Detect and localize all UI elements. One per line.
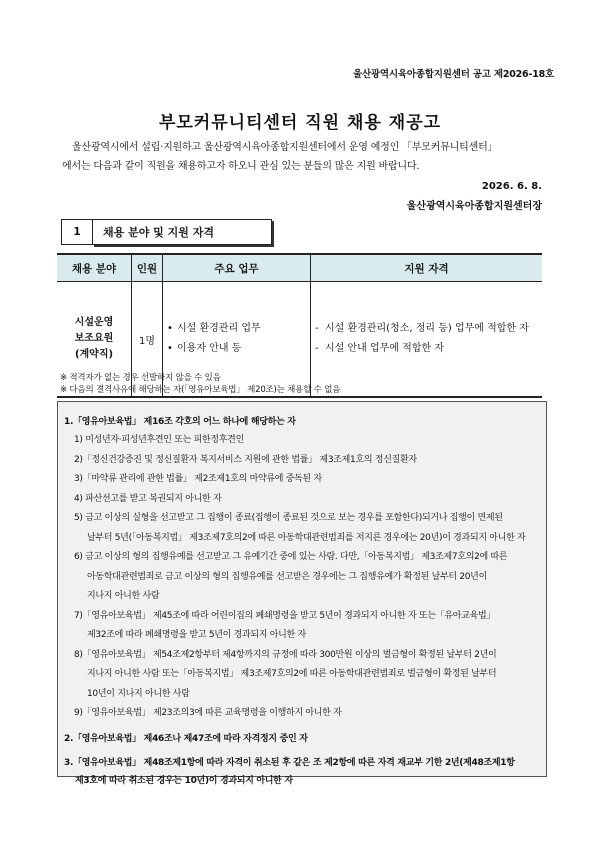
intro-line-1: 울산광역시에서 설립·지원하고 울산광역시육아종합지원센터에서 운영 예정인 「부모커뮤니티센터」 [72,142,498,153]
cell-count: 1명 [132,282,163,398]
intro-line-2: 에서는 다음과 같이 직원을 채용하고자 하오니 관심 있는 분들의 많은 지원 바랍니다. [62,161,420,172]
field-line: (계약직) [74,349,114,360]
disqualification-box [57,401,547,786]
note-line: ※ 다음의 결격사유에 해당하는 자(「영유아보육법」 제20조)는 채용할 수 없음 [60,384,341,395]
list-item [64,607,538,646]
disq-heading-3-line: 3.「영유아보육법」 제48조제1항에 따라 자격이 취소된 후 같은 조 제2항에 따른 자격 재교부 기한 2년(제48조제1항 [64,757,515,768]
notes [60,373,340,396]
list-item: 4) 파산선고를 받고 복권되지 아니한 자 [74,493,222,504]
list-item-line: 지나지 아니한 사람 [87,591,160,601]
page-title: 부모커뮤니티센터 직원 채용 재공고 [158,113,442,133]
list-item-line: 5) 금고 이상의 실형을 선고받고 그 집행이 종료(집행이 종료된 것으로 보는 경우를 포함한다)되거나 집행이 면제된 [74,513,503,523]
dash-icon: - [315,343,319,354]
table-header-row [57,254,542,282]
intro-paragraph [62,138,552,176]
bullet-icon: • [167,343,173,354]
qualification-item: - 시설 환경관리(청소, 정리 등) 업무에 적합한 자 [315,319,541,339]
issuer-name: 울산광역시육아종합지원센터장 [406,201,542,212]
col-header-field: 채용 분야 [57,254,132,282]
section-1-heading [61,219,272,245]
field-line: 시설운영 [74,317,114,328]
disq-heading-3 [64,754,538,790]
section-number: 1 [61,219,92,245]
col-header-count: 인원 [132,254,163,282]
list-item-line: 제32조에 따라 폐쇄명령을 받고 5년이 경과되지 아니한 자 [87,630,306,640]
cell-qualifications [311,282,543,398]
list-item [64,548,538,607]
disq-heading-3-line: 제3호에 따라 취소된 경우는 10년)이 경과되지 아니한 자 [75,775,293,786]
qualification-item: - 시설 안내 업무에 적합한 자 [315,339,541,359]
list-item-line: 지나지 아니한 사람 또는「아동복지법」 제3조제7호의2에 따른 아동학대관련범죄로 벌금형이 확정된 날부터 [87,669,497,679]
list-item: 1) 미성년자·피성년후견인 또는 피한정후견인 [74,435,244,445]
list-item-line: 날부터 5년(「아동복지법」 제3조제7호의2에 따른 아동학대관련범죄를 저지른 경우에는 20년)이 경과되지 아니한 자 [87,532,526,543]
section-title: 채용 분야 및 지원 자격 [92,219,272,245]
disq-heading-1: 1.「영유아보육법」 제16조 각호의 어느 하나에 해당하는 자 [64,417,296,427]
list-item [64,509,538,548]
list-item [64,646,538,705]
notice-date: 2026. 6. 8. [481,181,542,192]
dash-icon: - [315,323,319,334]
col-header-qualifications: 지원 자격 [311,254,543,282]
list-item-line: 8)「영유아보육법」 제54조제2항부터 제4항까지의 규정에 따라 300만원 이상의 벌금형이 확정된 날부터 2년이 [74,649,497,660]
list-item-line: 6) 금고 이상의 형의 집행유예를 선고받고 그 유예기간 중에 있는 사람. 다만,「아동복지법」 제3조제7호의2에 따른 [74,552,508,562]
duty-item: • 이용자 안내 등 [167,339,309,359]
list-item: 2)「정신건강증진 및 정신질환자 복지서비스 지원에 관한 법률」 제3조제1호의 정신질환자 [74,454,417,465]
list-item-line: 아동학대관련범죄로 금고 이상의 형의 집행유예를 선고받은 경우에는 그 집행유예가 확정된 날부터 20년이 [87,571,487,582]
list-item-line: 7)「영유아보육법」 제45조에 따라 어린이집의 폐쇄명령을 받고 5년이 경과되지 아니한 자 또는「유아교육법」 [74,610,496,621]
field-line: 보조요원 [74,333,114,344]
note-line: ※ 적격자가 없는 경우 선발하지 않을 수 있음 [60,373,221,383]
list-item: 3)「마약류 관리에 관한 법률」 제2조제1호의 마약류에 중독된 자 [74,474,322,484]
disq-heading-2: 2.「영유아보육법」 제46조나 제47조에 따라 자격정지 중인 자 [64,733,308,744]
bullet-icon: • [167,323,173,334]
notice-number: 울산광역시육아종합지원센터 공고 제2026-18호 [352,69,554,80]
duty-item: • 시설 환경관리 업무 [167,319,309,339]
list-item: 9)「영유아보육법」 제23조의3에 따른 교육명령을 이행하지 아니한 자 [74,708,342,718]
list-item-line: 10년이 지나지 아니한 사람 [87,688,190,699]
col-header-duties: 주요 업무 [163,254,311,282]
